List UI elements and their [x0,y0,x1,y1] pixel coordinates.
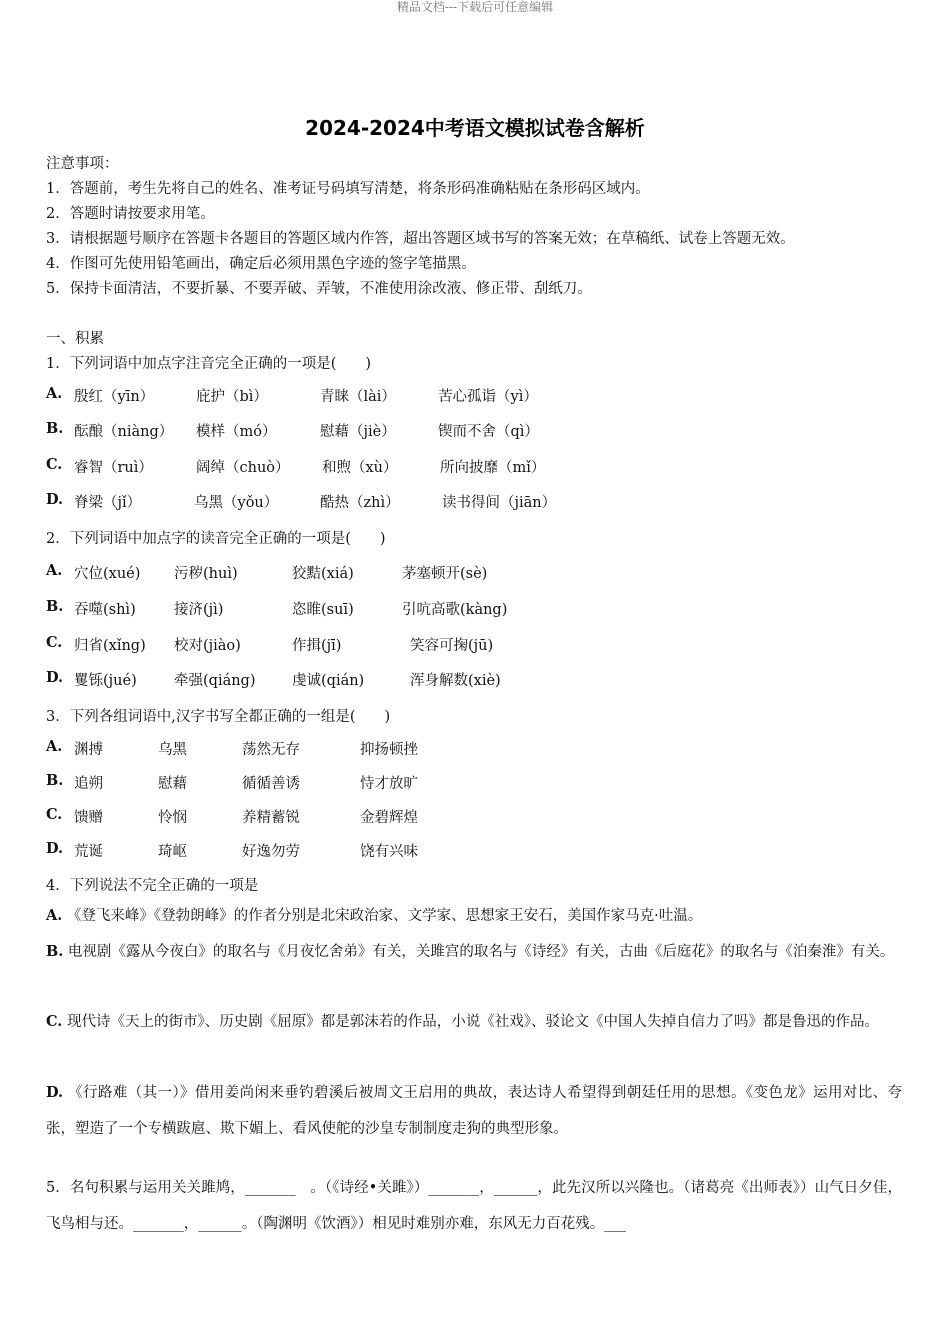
header-note: 精品文档---下载后可任意编辑 [396,0,554,14]
q4-option-a [46,898,902,934]
option-item: 校对(jiào) [174,638,241,654]
notice-item: 3．请根据题号顺序在答题卡各题目的答题区域内作答，超出答题区域书写的答案无效；在草稿纸、试卷上答题无效。 [46,231,795,247]
option-letter: A. [46,738,63,755]
option-item: 循循善诱 [242,776,300,792]
option-letter: C. [46,634,63,651]
option-item: 所向披靡（mǐ） [440,460,546,476]
option-item: 狡黠(xiá) [292,566,354,582]
option-letter: D. [46,669,64,686]
option-item: 抑扬顿挫 [360,742,418,758]
option-text: 《行路难（其一）》借用姜尚闲来垂钓碧溪后被周文王启用的典故，表达诗人希望得到朝廷任用的思想。《变色龙》运用对比、夸张，塑造了一个专横跋扈、欺下媚上、看风使舵的沙皇专制制度走狗的典型形象。 [46,1085,903,1137]
option-item: 归省(xǐng) [74,638,146,654]
option-item: 琦岖 [158,844,187,860]
option-letter: D. [46,840,64,857]
option-item: 恃才放旷 [360,776,418,792]
option-item: 庇护（bì） [196,389,268,405]
option-item: 乌黑（yǒu） [194,495,279,511]
option-item: 乌黑 [158,742,187,758]
option-item: 苦心孤诣（yì） [438,389,538,405]
option-item: 虔诚(qián) [292,673,365,689]
option-letter: D. [46,491,64,508]
option-item: 牵强(qiáng) [174,673,256,689]
option-item: 酷热（zhì） [320,495,400,511]
option-item: 金碧辉煌 [360,810,418,826]
option-item: 殷红（yīn） [74,389,155,405]
q4-stem: 4．下列说法不完全正确的一项是 [46,878,259,894]
q4-option-b [46,934,902,970]
page-title: 2024-2024中考语文模拟试卷含解析 [305,116,645,140]
q5-text: 5．名句积累与运用关关雎鸠，_______ 。（《诗经•关雎》）_______，______，此先汉所以兴隆也。（诸葛亮《出师表》）山气日夕佳，飞鸟相与还。_______，______。（陶渊明《饮酒》）相见时难别亦难，东风无力百花残。___ [46,1180,902,1232]
option-letter: D. [46,1084,64,1101]
option-item: 污秽(huì) [174,566,238,582]
option-item: 馈赠 [74,810,103,826]
option-item: 读书得间（jiān） [442,495,557,511]
option-item: 荒诞 [74,844,103,860]
notice-heading: 注意事项： [46,156,119,172]
notice-item: 2．答题时请按要求用笔。 [46,206,215,222]
option-item: 茅塞顿开(sè) [402,566,488,582]
option-item: 荡然无存 [242,742,300,758]
option-item: 饶有兴味 [360,844,418,860]
option-text: 现代诗《天上的街市》、历史剧《屈原》都是郭沫若的作品，小说《社戏》、驳论文《中国人失掉自信力了吗》都是鲁迅的作品。 [66,1014,879,1030]
notice-item: 1．答题前，考生先将自己的姓名、准考证号码填写清楚，将条形码准确粘贴在条形码区域内。 [46,181,650,197]
option-text: 电视剧《露从今夜白》的取名与《月夜忆舍弟》有关，关雎宫的取名与《诗经》有关，古曲《后庭花》的取名与《泊秦淮》有关。 [67,944,895,960]
option-item: 作揖(jī) [292,638,342,654]
option-letter: A. [46,385,63,402]
option-item: 阔绰（chuò） [196,460,290,476]
option-item: 笑容可掬(jū) [410,638,494,654]
option-item: 接济(jì) [174,602,224,618]
q4-option-c [46,1004,902,1040]
option-item: 渊搏 [74,742,103,758]
option-letter: C. [46,456,63,473]
option-item: 酝酿（niàng） [74,424,174,440]
notice-item: 4．作图可先使用铅笔画出，确定后必须用黑色字迹的签字笔描黑。 [46,256,476,272]
option-item: 锲而不舍（qì） [438,424,539,440]
q3-stem: 3．下列各组词语中,汉字书写全都正确的一组是( ) [46,709,391,725]
option-item: 穴位(xué) [74,566,141,582]
option-item: 恣睢(suī) [292,602,354,618]
option-item: 吞噬(shì) [74,602,136,618]
option-letter: A. [46,562,63,579]
option-item: 怜悯 [158,810,187,826]
option-letter: B. [46,772,64,789]
option-item: 脊梁（jǐ） [74,495,142,511]
option-item: 睿智（ruì） [74,460,153,476]
option-item: 矍铄(jué) [74,673,137,689]
section-heading: 一、积累 [46,331,104,347]
option-letter: B. [46,943,64,960]
option-item: 慰藉（jiè） [320,424,396,440]
option-letter: C. [46,806,63,823]
option-letter: A. [46,907,63,924]
option-item: 追朔 [74,776,103,792]
option-item: 和煦（xù） [322,460,398,476]
option-item: 模样（mó） [196,424,277,440]
q1-stem: 1．下列词语中加点字注音完全正确的一项是( ) [46,356,372,372]
option-item: 引吭高歌(kàng) [402,602,508,618]
option-letter: C. [46,1013,63,1030]
option-letter: B. [46,598,64,615]
notice-item: 5．保持卡面清洁，不要折暴、不要弄破、弄皱，不准使用涂改液、修正带、刮纸刀。 [46,281,592,297]
option-item: 好逸勿劳 [242,844,300,860]
q2-stem: 2．下列词语中加点字的读音完全正确的一项是( ) [46,531,386,547]
option-item: 青睐（lài） [320,389,396,405]
option-item: 养精蓄锐 [242,810,300,826]
option-item: 浑身解数(xiè) [410,673,501,689]
option-text: 《登飞来峰》《登勃朗峰》的作者分别是北宋政治家、文学家、思想家王安石，美国作家马克·吐温。 [66,908,703,924]
option-item: 慰藉 [158,776,187,792]
option-letter: B. [46,420,64,437]
q4-option-d [46,1075,902,1147]
